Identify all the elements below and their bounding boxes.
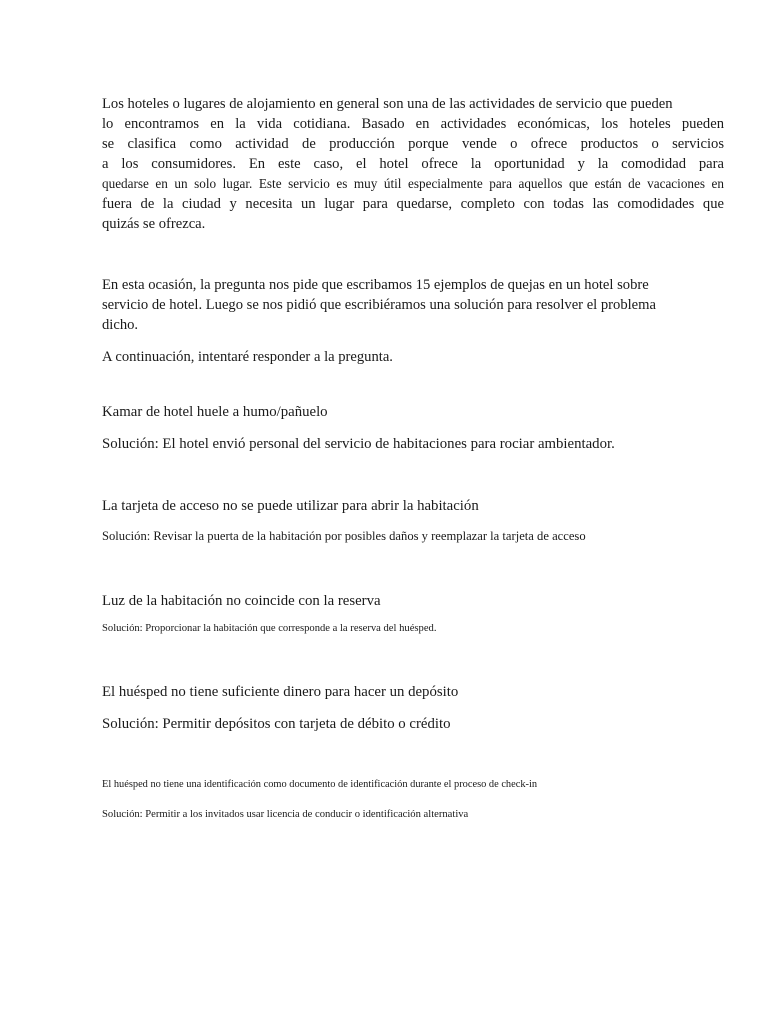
document-body (102, 94, 724, 823)
complaint-solution: Solución: Permitir a los invitados usar licencia de conducir o identificación alternativa (102, 809, 469, 820)
answer-intro: A continuación, intentaré responder a la pregunta. (102, 349, 393, 365)
complaint-solution: Solución: El hotel envió personal del servicio de habitaciones para rociar ambientador. (102, 436, 615, 452)
intro-line: se clasifica como actividad de producción porque vende o ofrece productos o servicios (102, 136, 724, 152)
complaint-title: El huésped no tiene suficiente dinero para hacer un depósito (102, 684, 459, 700)
complaint-solution: Solución: Proporcionar la habitación que corresponde a la reserva del huésped. (102, 623, 437, 634)
complaint-title: La tarjeta de acceso no se puede utilizar para abrir la habitación (102, 498, 479, 514)
intro-line: quizás se ofrezca. (102, 216, 206, 232)
question-paragraph (102, 275, 724, 335)
question-line: servicio de hotel. Luego se nos pidió que escribiéramos una solución para resolver el problema (102, 297, 656, 313)
intro-line: Los hoteles o lugares de alojamiento en general son una de las actividades de servicio que pueden (102, 96, 673, 112)
complaint-solution: Solución: Permitir depósitos con tarjeta de débito o crédito (102, 716, 451, 732)
question-line: En esta ocasión, la pregunta nos pide que escribamos 15 ejemplos de quejas en un hotel sobre (102, 277, 649, 293)
intro-line: lo encontramos en la vida cotidiana. Basado en actividades económicas, los hoteles pueden (102, 116, 724, 132)
complaint-title: Luz de la habitación no coincide con la reserva (102, 593, 381, 609)
complaint-title: Kamar de hotel huele a humo/pañuelo (102, 404, 328, 420)
question-line: dicho. (102, 317, 139, 333)
intro-line: a los consumidores. En este caso, el hotel ofrece la oportunidad y la comodidad para (102, 156, 724, 172)
intro-line: quedarse en un solo lugar. Este servicio es muy útil especialmente para aquellos que están de vacaciones en (102, 176, 724, 191)
complaint-solution: Solución: Revisar la puerta de la habitación por posibles daños y reemplazar la tarjeta de acceso (102, 529, 586, 543)
complaint-title: El huésped no tiene una identificación como documento de identificación durante el proceso de check-in (102, 779, 538, 790)
intro-paragraph (102, 94, 724, 234)
intro-line: fuera de la ciudad y necesita un lugar para quedarse, completo con todas las comodidades que (102, 196, 724, 212)
